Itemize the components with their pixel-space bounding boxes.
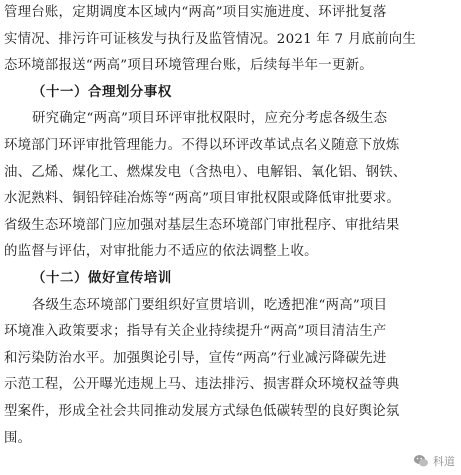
paragraph-line: 水泥熟料、铜铅锌硅冶炼等“两高”项目审批权限或降低审批要求。: [4, 191, 401, 207]
paragraph-line: 围。: [4, 430, 32, 446]
paragraph-line: 各级生态环境部门要组织好宣贯培训，吃透把准“两高”项目: [32, 297, 388, 313]
watermark-text: 科道: [433, 455, 455, 468]
paragraph-line: 实情况、排污许可证核发与执行及监管情况。2021 年 7 月底前向生: [4, 31, 417, 47]
section-heading-11: （十一）合理划分事权: [32, 84, 172, 100]
paragraph-line: 的监督与评估，对审批能力不适应的依法调整上收。: [4, 244, 318, 260]
wechat-icon: [413, 453, 429, 469]
paragraph-line: 环境部门环评审批管理能力。不得以环评改革试点名义随意下放炼: [4, 137, 400, 153]
paragraph-line: 和污染防治水平。加强舆论引导，宣传“两高”行业减污降碳先进: [4, 350, 387, 366]
paragraph-line: 示范工程，公开曝光违规上马、违法排污、损害群众环境权益等典: [4, 377, 400, 393]
paragraph-line: 型案件，形成全社会共同推动发展方式绿色低碳转型的良好舆论氛: [4, 403, 400, 419]
paragraph-line: 省级生态环境部门应加强对基层生态环境部门审批程序、审批结果: [4, 217, 400, 233]
paragraph-line: 油、乙烯、煤化工、燃煤发电（含热电）、电解铝、氧化铝、钢铁、: [4, 164, 407, 180]
paragraph-line: 环境准入政策要求；指导有关企业持续提升“两高”项目清洁生产: [4, 324, 387, 340]
paragraph-line: 研究确定“两高”项目环评审批权限时，应充分考虑各级生态: [32, 111, 388, 127]
paragraph-line: 态环境部报送“两高”项目环境管理台账，后续每半年一更新。: [4, 58, 373, 74]
watermark: [413, 453, 455, 469]
document-body: [4, 0, 456, 452]
paragraph-line: 管理台账，定期调度本区域内“两高”项目实施进度、环评批复落: [4, 5, 387, 20]
section-heading-12: （十二）做好宣传培训: [32, 270, 172, 286]
